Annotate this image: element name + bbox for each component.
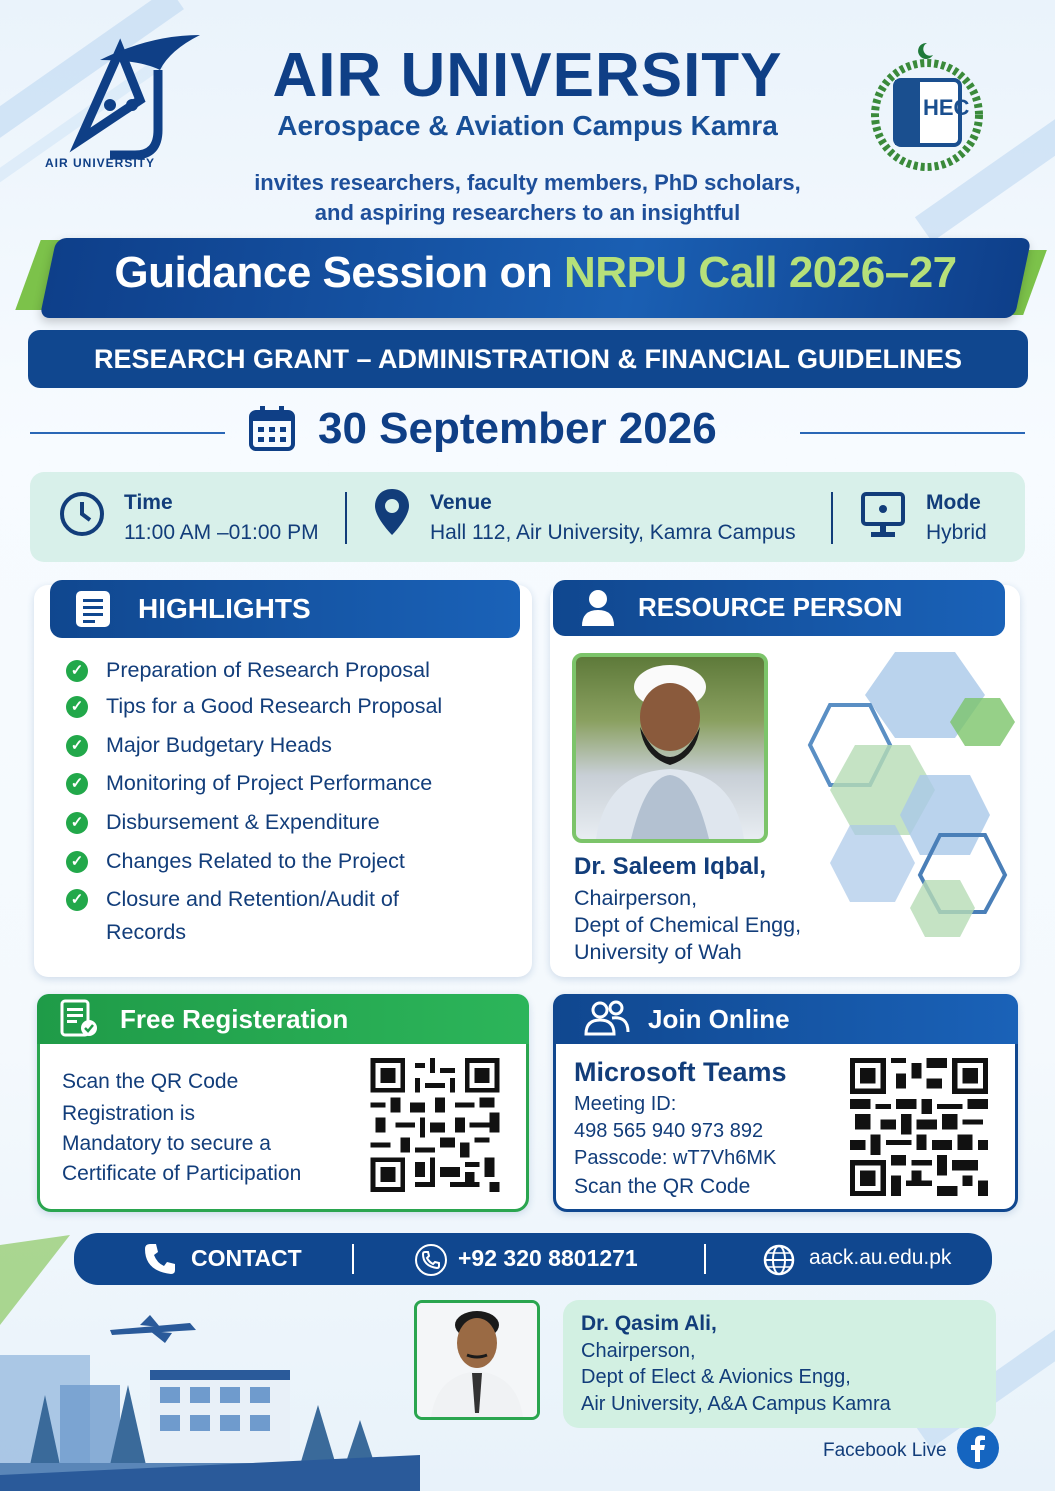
venue-value: Hall 112, Air University, Kamra Campus bbox=[430, 521, 796, 544]
highlight-item: Tips for a Good Research Proposal bbox=[106, 694, 443, 718]
clock-icon bbox=[58, 490, 106, 538]
highlight-item: Disbursement & Expenditure bbox=[106, 810, 380, 834]
resource-person-line3: University of Wah bbox=[574, 940, 742, 964]
highlight-item: Closure and Retention/Audit of bbox=[106, 887, 399, 911]
resource-person-title: RESOURCE PERSON bbox=[638, 592, 903, 622]
person-icon bbox=[580, 588, 616, 628]
event-date: 30 September 2026 bbox=[318, 404, 717, 453]
contact-label: CONTACT bbox=[191, 1245, 302, 1271]
session-title bbox=[48, 248, 1023, 298]
highlight-item: Monitoring of Project Performance bbox=[106, 771, 433, 795]
check-icon: ✓ bbox=[66, 735, 88, 757]
teams-qr-code[interactable] bbox=[850, 1058, 988, 1196]
calendar-icon bbox=[248, 404, 296, 452]
facebook-icon[interactable] bbox=[956, 1426, 1000, 1470]
contact-website[interactable]: aack.au.edu.pk bbox=[809, 1246, 952, 1269]
invite-line-2: and aspiring researchers to an insightful bbox=[314, 200, 741, 225]
join-scan-text: Scan the QR Code bbox=[574, 1175, 751, 1198]
resource-person-line2: Dept of Chemical Engg, bbox=[574, 913, 802, 937]
meeting-id-label: Meeting ID: bbox=[574, 1093, 677, 1115]
coordinator-line2: Dept of Elect & Avionics Engg, bbox=[581, 1366, 851, 1388]
date-divider-left bbox=[30, 432, 225, 434]
check-icon: ✓ bbox=[66, 851, 88, 873]
join-online-title: Join Online bbox=[648, 1004, 790, 1034]
grant-subtitle-bar: RESEARCH GRANT – ADMINISTRATION & FINANCIAL GUIDELINES bbox=[28, 330, 1028, 388]
group-users-icon bbox=[582, 1000, 632, 1038]
check-icon: ✓ bbox=[66, 812, 88, 834]
time-value: 11:00 AM –01:00 PM bbox=[124, 521, 319, 544]
mode-label: Mode bbox=[926, 491, 981, 514]
resource-person-name: Dr. Saleem Iqbal, bbox=[574, 853, 767, 880]
check-icon: ✓ bbox=[66, 696, 88, 718]
teams-platform: Microsoft Teams bbox=[574, 1057, 787, 1087]
time-label: Time bbox=[124, 491, 173, 514]
highlight-item: Changes Related to the Project bbox=[106, 849, 405, 873]
hexagon-decoration bbox=[800, 650, 1020, 940]
venue-label: Venue bbox=[430, 491, 492, 514]
meeting-passcode: Passcode: wT7Vh6MK bbox=[574, 1147, 777, 1169]
registration-line3: Mandatory to secure a bbox=[62, 1132, 271, 1155]
registration-qr-code[interactable] bbox=[370, 1058, 500, 1192]
registration-line1: Scan the QR Code bbox=[62, 1070, 239, 1093]
info-separator bbox=[831, 492, 833, 544]
document-icon bbox=[74, 589, 112, 629]
highlights-title: HIGHLIGHTS bbox=[138, 593, 311, 624]
coordinator-photo bbox=[414, 1300, 540, 1420]
date-divider-right bbox=[800, 432, 1025, 434]
hec-text: HEC bbox=[923, 95, 970, 120]
logo-text: AIR UNIVERSITY bbox=[45, 156, 156, 170]
contact-separator bbox=[704, 1244, 706, 1274]
resource-person-photo bbox=[572, 653, 768, 843]
check-icon: ✓ bbox=[66, 660, 88, 682]
university-title: AIR UNIVERSITY bbox=[272, 41, 783, 110]
invitation-text bbox=[0, 168, 1055, 228]
check-icon: ✓ bbox=[66, 889, 88, 911]
coordinator-line1: Chairperson, bbox=[581, 1340, 696, 1362]
campus-subtitle: Aerospace & Aviation Campus Kamra bbox=[277, 110, 778, 141]
campus-illustration bbox=[0, 1235, 420, 1491]
coordinator-name: Dr. Qasim Ali, bbox=[581, 1312, 717, 1335]
registration-title: Free Registeration bbox=[120, 1004, 349, 1034]
invite-line-1: invites researchers, faculty members, PhD scholars, bbox=[254, 170, 801, 195]
mode-value: Hybrid bbox=[926, 521, 987, 544]
highlight-item-continued: Records bbox=[106, 920, 187, 944]
registration-line2: Registration is bbox=[62, 1102, 196, 1125]
highlight-item: Preparation of Research Proposal bbox=[106, 658, 430, 682]
registration-line4: Certificate of Participation bbox=[62, 1162, 302, 1185]
globe-icon bbox=[762, 1243, 796, 1277]
registration-form-icon bbox=[58, 998, 100, 1040]
monitor-icon bbox=[858, 490, 908, 540]
facebook-live-label[interactable]: Facebook Live bbox=[823, 1440, 947, 1461]
session-title-part1: Guidance Session on bbox=[114, 248, 565, 297]
contact-phone[interactable]: +92 320 8801271 bbox=[458, 1245, 638, 1271]
coordinator-line3: Air University, A&A Campus Kamra bbox=[581, 1393, 891, 1415]
session-title-highlight: NRPU Call 2026–27 bbox=[564, 248, 957, 297]
highlight-item: Major Budgetary Heads bbox=[106, 733, 332, 757]
location-pin-icon bbox=[372, 487, 412, 537]
info-separator bbox=[345, 492, 347, 544]
check-icon: ✓ bbox=[66, 773, 88, 795]
resource-person-line1: Chairperson, bbox=[574, 886, 698, 910]
meeting-id-value: 498 565 940 973 892 bbox=[574, 1120, 764, 1142]
